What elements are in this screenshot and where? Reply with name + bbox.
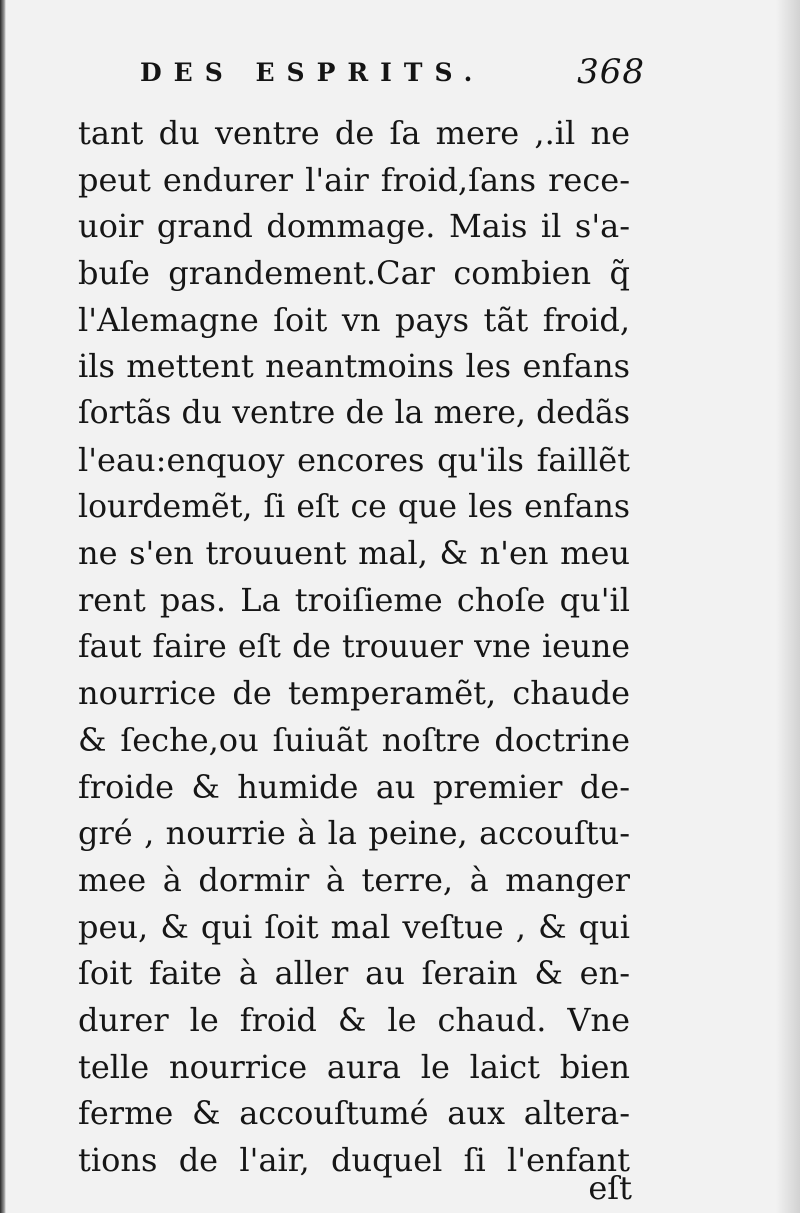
text-line: l'eau:enquoy encores qu'ils faillẽt [78,440,630,479]
body-text [78,110,630,1184]
text-line: ferme & accouſtumé aux altera- [78,1094,630,1133]
text-line: ils mettent neantmoins les enfans [78,347,630,386]
text-line: gré , nourrie à la peine, accouſtu- [78,814,630,853]
running-head-title: DES ESPRITS. [140,58,485,87]
text-line: peut endurer l'air froid,ſans rece- [78,160,630,199]
text-line: tions de l'air, duquel ſi l'enfant [78,1141,630,1180]
text-line: froide & humide au premier de- [78,767,630,806]
text-line: telle nourrice aura le laict bien [78,1047,630,1086]
text-line: mee à dormir à terre, à manger [78,861,630,899]
running-head [140,52,645,98]
text-line: uoir grand dommage. Mais il s'a- [78,207,630,246]
text-line: lourdemẽt, ſi eſt ce que les enfans [78,488,630,525]
text-line: peu, & qui ſoit mal veſtue , & qui [78,907,630,946]
text-line: l'Alemagne ſoit vn pays tãt froid, [78,300,630,339]
text-line: ſoit faite à aller au ſerain & en- [78,954,630,993]
catchword: eſt [588,1169,632,1207]
text-line: tant du ventre de ſa mere ,.il ne [78,114,630,152]
text-line: rent pas. La troiſieme choſe qu'il [78,580,630,619]
page-number: 368 [577,52,645,92]
text-line: & ſeche,ou ſuiuãt noſtre doctrine [78,720,630,759]
text-line: ſortãs du ventre de la mere, dedãs [78,395,630,432]
text-line: nourrice de temperamẽt, chaude [78,674,630,713]
text-line: durer le froid & le chaud. Vne [78,1001,630,1040]
text-line: buſe grandement.Car combien q̃ [78,254,630,293]
text-line: faut faire eſt de trouuer vne ieune [78,628,630,665]
text-line: ne s'en trouuent mal, & n'en meu [78,534,630,573]
